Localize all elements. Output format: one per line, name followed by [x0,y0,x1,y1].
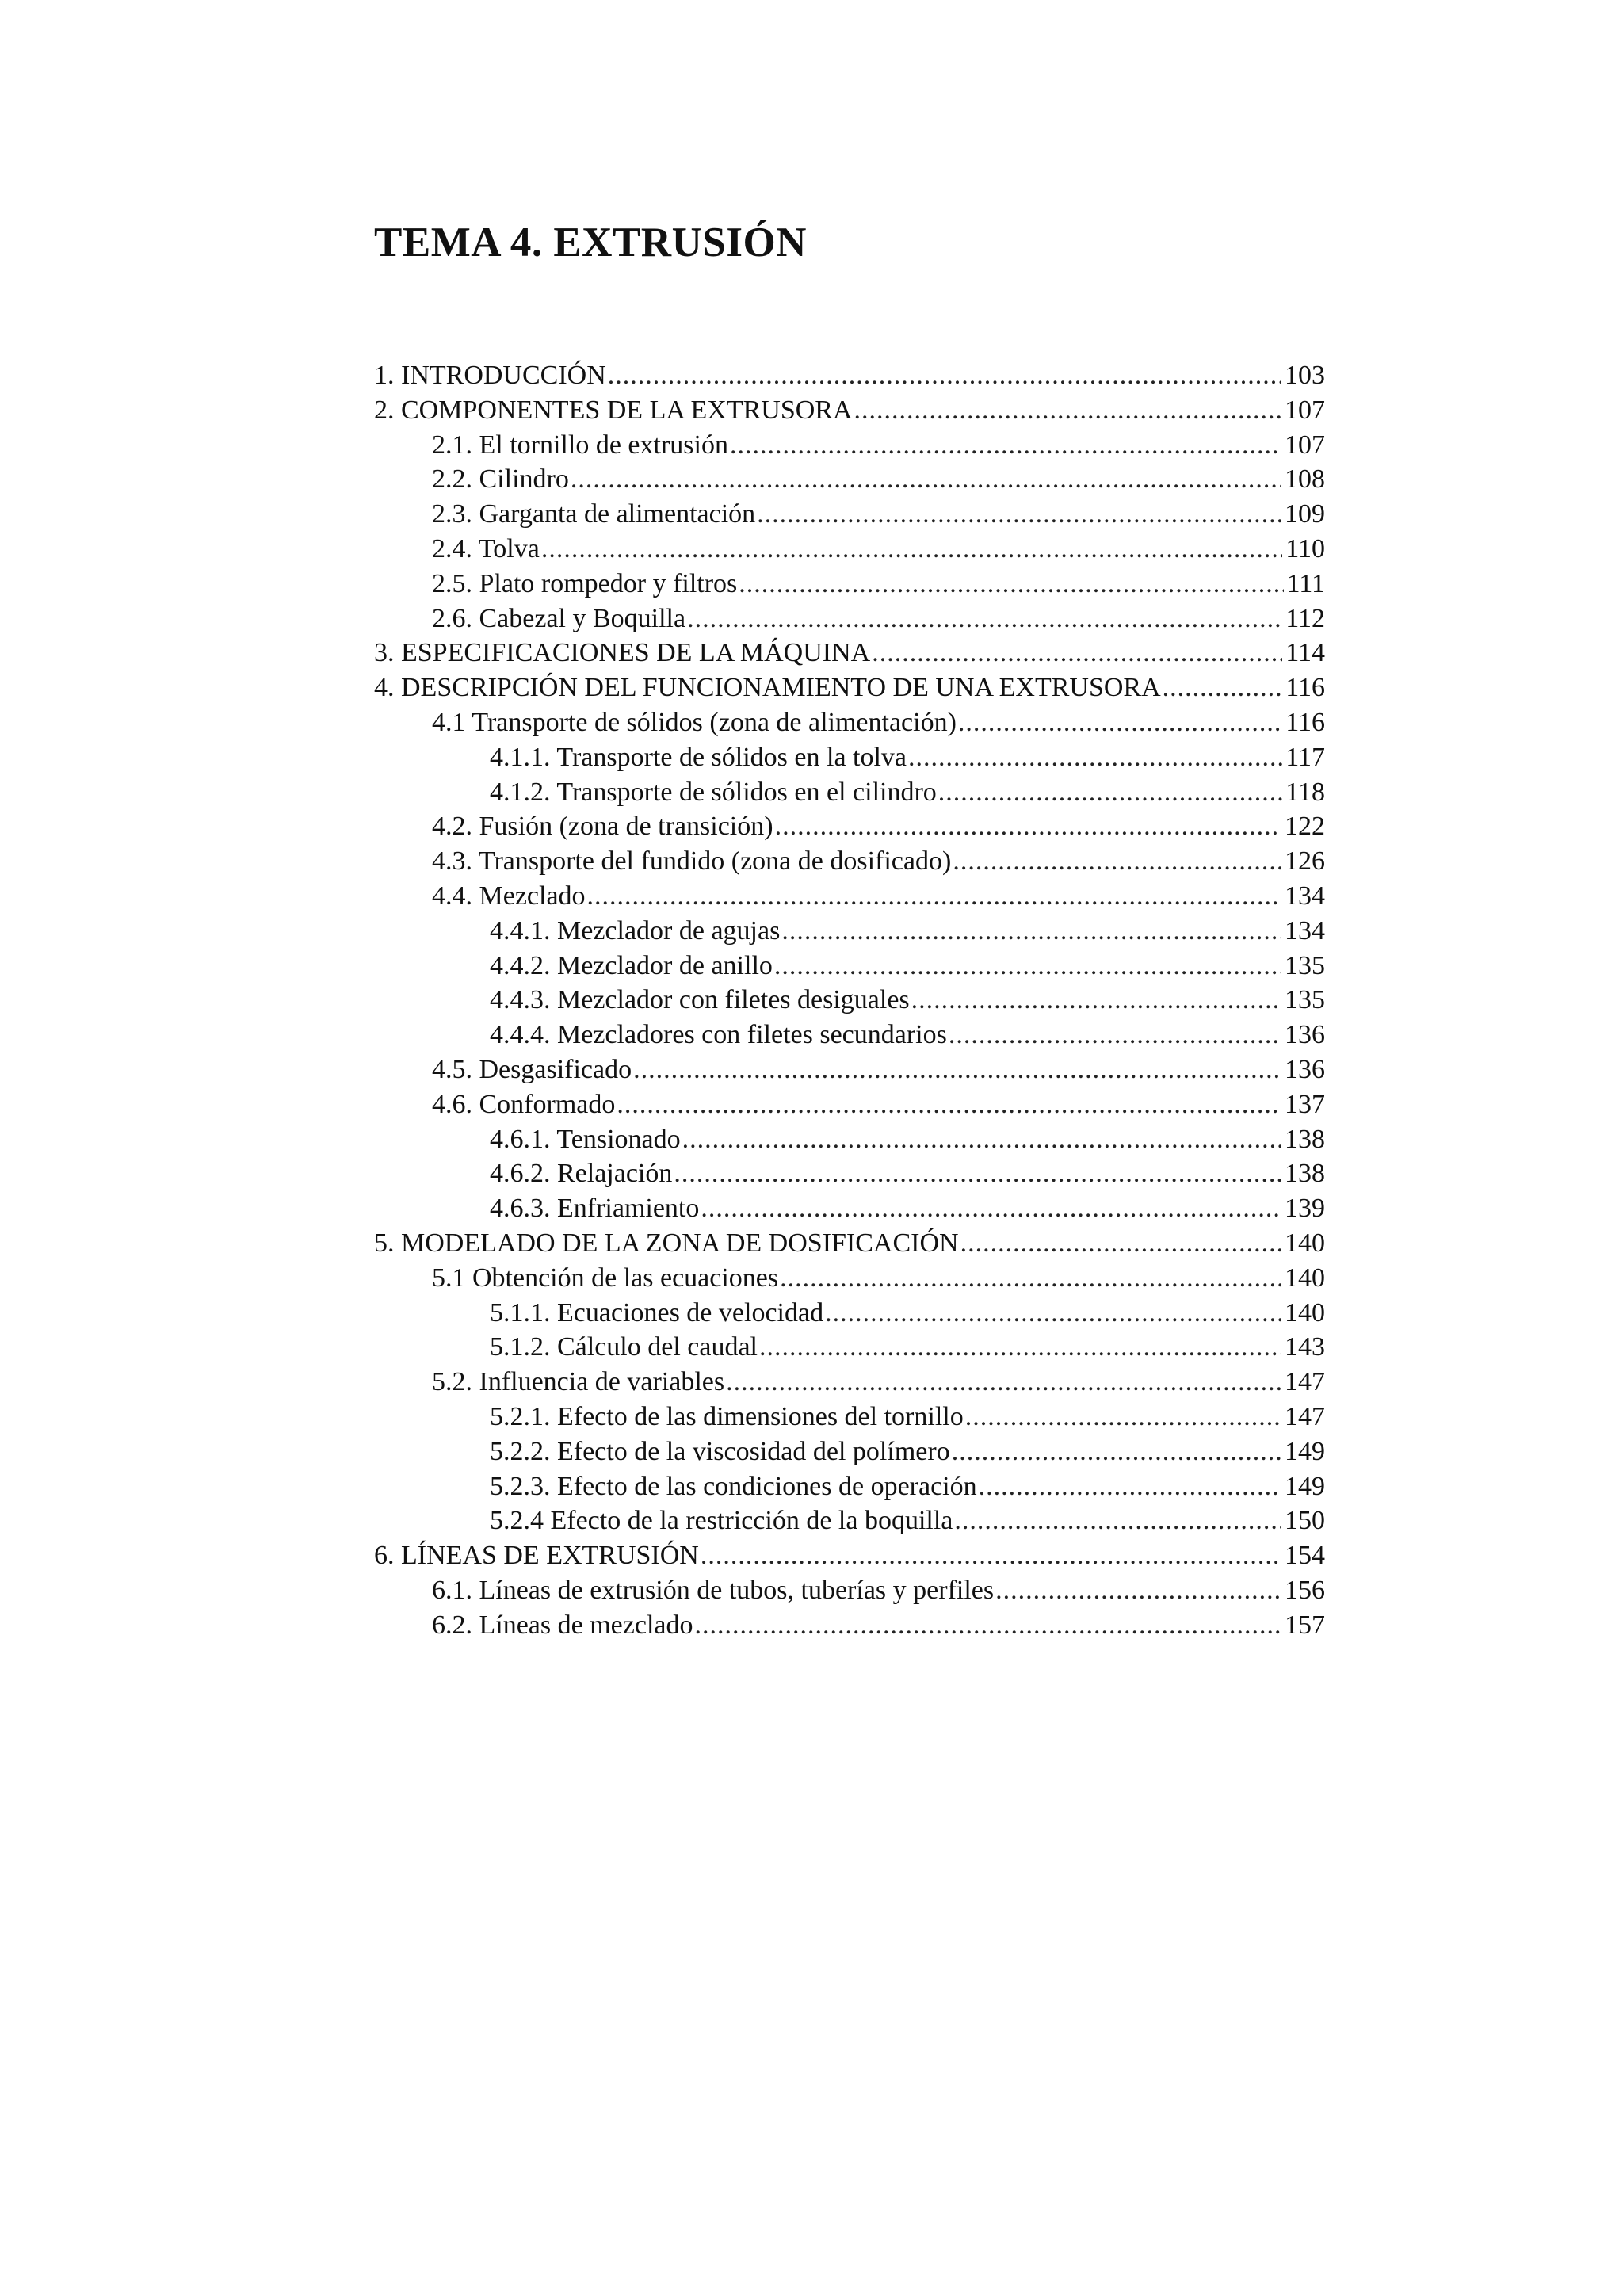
toc-entry-title: 5.1.1. Ecuaciones de velocidad [490,1297,824,1328]
toc-entry-title: 4.2. Fusión (zona de transición) [432,812,773,842]
toc-entry-title: 1. INTRODUCCIÓN [374,361,606,390]
toc-entry-page-number: 143 [1285,1332,1325,1362]
toc-entry[interactable] [374,844,1325,879]
toc-dot-leader [541,532,1282,567]
toc-entry-title: 5.2.1. Efecto de las dimensiones del tornillo [490,1401,964,1431]
toc-entry-title: 2.4. Tolva [432,533,540,563]
toc-entry[interactable] [374,740,1325,775]
toc-entry-page-number: 140 [1285,1263,1325,1293]
toc-entry-title: 5.2. Influencia de variables [432,1367,725,1397]
toc-entry-title: 2.5. Plato rompedor y filtros [432,568,738,598]
toc-entry-page-number: 114 [1285,638,1325,668]
toc-entry-page-number: 112 [1285,603,1325,633]
toc-entry-title: 6.2. Líneas de mezclado [432,1610,693,1640]
toc-entry[interactable] [374,1261,1325,1296]
toc-entry[interactable] [374,1087,1325,1122]
toc-entry[interactable] [374,670,1325,705]
toc-entry[interactable] [374,1573,1325,1608]
toc-entry-title: 4.4.2. Mezclador de anillo [490,950,773,980]
toc-entry-title: 4.3. Transporte del fundido (zona de dosificado) [432,846,952,877]
toc-entry[interactable] [374,567,1325,602]
toc-entry-title: 2.2. Cilindro [432,464,569,495]
toc-entry-page-number: 135 [1285,950,1325,980]
toc-entry-title: 2.3. Garganta de alimentación [432,499,756,529]
toc-entry-title: 4.5. Desgasificado [432,1054,632,1084]
toc-dot-leader [757,497,1281,532]
toc-entry[interactable] [374,497,1325,532]
toc-entry-page-number: 109 [1285,499,1325,529]
toc-entry[interactable] [374,462,1325,497]
toc-dot-leader [759,1330,1281,1365]
toc-entry[interactable] [374,914,1325,949]
toc-entry-title: 5.2.2. Efecto de la viscosidad del polímero [490,1436,950,1466]
toc-entry-page-number: 139 [1285,1194,1325,1224]
toc-entry-page-number: 140 [1285,1228,1325,1258]
toc-entry[interactable] [374,949,1325,984]
toc-entry[interactable] [374,393,1325,428]
toc-dot-leader [872,636,1282,670]
toc-entry-page-number: 122 [1285,812,1325,842]
toc-entry-page-number: 103 [1285,361,1325,390]
toc-entry-title: 4.1.1. Transporte de sólidos en la tolva [490,742,907,772]
toc-entry-title: 4.1 Transporte de sólidos (zona de alimentación) [432,707,957,737]
toc-dot-leader [1163,670,1283,705]
toc-dot-leader [911,983,1281,1018]
toc-dot-leader [780,1261,1281,1296]
toc-entry[interactable] [374,1608,1325,1643]
toc-entry-page-number: 116 [1285,707,1325,737]
toc-dot-leader [979,1469,1281,1504]
toc-entry-title: 4.6.2. Relajación [490,1159,673,1189]
toc-entry[interactable] [374,1018,1325,1052]
toc-entry-page-number: 156 [1285,1575,1325,1605]
toc-dot-leader [781,914,1281,949]
toc-entry-page-number: 111 [1286,568,1325,598]
toc-entry[interactable] [374,1538,1325,1573]
toc-dot-leader [674,1156,1281,1191]
toc-entry[interactable] [374,1052,1325,1087]
table-of-contents [374,358,1325,1642]
toc-dot-leader [701,1191,1281,1226]
page-title: TEMA 4. EXTRUSIÓN [374,220,807,266]
toc-dot-leader [995,1573,1281,1608]
toc-entry[interactable] [374,879,1325,914]
toc-entry-page-number: 118 [1285,777,1325,807]
toc-dot-leader [694,1608,1281,1643]
toc-entry[interactable] [374,1469,1325,1504]
toc-entry-page-number: 134 [1285,915,1325,946]
toc-entry-title: 2. COMPONENTES DE LA EXTRUSORA [374,395,853,425]
toc-entry[interactable] [374,1191,1325,1226]
toc-entry-title: 2.6. Cabezal y Boquilla [432,603,686,633]
toc-dot-leader [954,1503,1281,1538]
toc-entry-title: 5.1.2. Cálculo del caudal [490,1332,758,1362]
toc-entry-page-number: 137 [1285,1089,1325,1119]
toc-entry-page-number: 154 [1285,1541,1325,1571]
toc-entry-page-number: 134 [1285,881,1325,911]
toc-dot-leader [687,602,1282,636]
toc-entry-page-number: 138 [1285,1124,1325,1154]
toc-dot-leader [726,1365,1281,1400]
toc-dot-leader [739,567,1283,602]
toc-dot-leader [854,393,1281,428]
toc-entry-page-number: 157 [1285,1610,1325,1640]
toc-entry-title: 5.2.3. Efecto de las condiciones de operación [490,1471,977,1501]
toc-entry-page-number: 116 [1285,673,1325,703]
toc-entry[interactable] [374,1400,1325,1435]
toc-entry-page-number: 147 [1285,1401,1325,1431]
toc-entry[interactable] [374,1226,1325,1261]
toc-entry[interactable] [374,1156,1325,1191]
toc-dot-leader [908,740,1282,775]
toc-entry-page-number: 110 [1285,533,1325,563]
toc-entry-title: 4.6.3. Enfriamiento [490,1194,700,1224]
toc-dot-leader [682,1122,1281,1157]
toc-entry-page-number: 107 [1285,430,1325,460]
toc-entry-title: 4.4.3. Mezclador con filetes desiguales [490,985,910,1015]
toc-entry-title: 6.1. Líneas de extrusión de tubos, tuberías y perfiles [432,1575,995,1605]
toc-entry-page-number: 108 [1285,464,1325,495]
toc-entry-title: 4.4.4. Mezcladores con filetes secundarios [490,1020,947,1050]
toc-dot-leader [774,949,1281,984]
toc-entry-title: 4.4. Mezclado [432,881,586,911]
toc-entry[interactable] [374,636,1325,670]
toc-dot-leader [952,1435,1281,1469]
toc-entry-page-number: 150 [1285,1506,1325,1536]
toc-entry-title: 4.6. Conformado [432,1089,616,1119]
toc-entry-title: 5.1 Obtención de las ecuaciones [432,1263,779,1293]
toc-entry[interactable] [374,1503,1325,1538]
toc-entry[interactable] [374,1365,1325,1400]
toc-entry-page-number: 126 [1285,846,1325,877]
toc-entry-page-number: 136 [1285,1054,1325,1084]
toc-entry[interactable] [374,602,1325,636]
toc-entry-title: 4. DESCRIPCIÓN DEL FUNCIONAMIENTO DE UNA EXTRUSORA [374,673,1161,703]
toc-entry[interactable] [374,705,1325,740]
toc-dot-leader [617,1087,1281,1122]
toc-dot-leader [938,775,1282,810]
toc-dot-leader [571,462,1281,497]
toc-dot-leader [949,1018,1281,1052]
toc-entry-page-number: 135 [1285,985,1325,1015]
toc-dot-leader [825,1296,1281,1331]
toc-entry-title: 4.4.1. Mezclador de agujas [490,915,781,946]
toc-entry[interactable] [374,1122,1325,1157]
toc-entry[interactable] [374,775,1325,810]
toc-dot-leader [958,705,1282,740]
toc-entry-page-number: 107 [1285,395,1325,425]
toc-entry[interactable] [374,1296,1325,1331]
toc-entry-page-number: 149 [1285,1471,1325,1501]
toc-entry-page-number: 138 [1285,1159,1325,1189]
toc-entry[interactable] [374,358,1325,393]
toc-dot-leader [953,844,1281,879]
toc-dot-leader [633,1052,1281,1087]
toc-entry-title: 5.2.4 Efecto de la restricción de la boquilla [490,1506,953,1536]
toc-entry-page-number: 147 [1285,1367,1325,1397]
toc-dot-leader [701,1538,1281,1573]
toc-entry-page-number: 136 [1285,1020,1325,1050]
toc-dot-leader [775,809,1281,844]
toc-entry-page-number: 149 [1285,1436,1325,1466]
toc-entry-page-number: 140 [1285,1297,1325,1328]
toc-entry[interactable] [374,809,1325,844]
toc-entry[interactable] [374,1435,1325,1469]
toc-entry[interactable] [374,1330,1325,1365]
toc-dot-leader [965,1400,1281,1435]
toc-entry-title: 3. ESPECIFICACIONES DE LA MÁQUINA [374,638,871,668]
toc-dot-leader [730,428,1281,463]
toc-entry-page-number: 117 [1285,742,1325,772]
toc-dot-leader [587,879,1281,914]
toc-entry-title: 4.1.2. Transporte de sólidos en el cilindro [490,777,937,807]
toc-entry[interactable] [374,428,1325,463]
toc-entry-title: 4.6.1. Tensionado [490,1124,681,1154]
toc-entry-title: 6. LÍNEAS DE EXTRUSIÓN [374,1541,699,1571]
toc-entry-title: 2.1. El tornillo de extrusión [432,430,728,460]
toc-dot-leader [608,358,1281,393]
toc-dot-leader [960,1226,1281,1261]
toc-entry-title: 5. MODELADO DE LA ZONA DE DOSIFICACIÓN [374,1228,959,1258]
toc-entry[interactable] [374,532,1325,567]
toc-entry[interactable] [374,983,1325,1018]
